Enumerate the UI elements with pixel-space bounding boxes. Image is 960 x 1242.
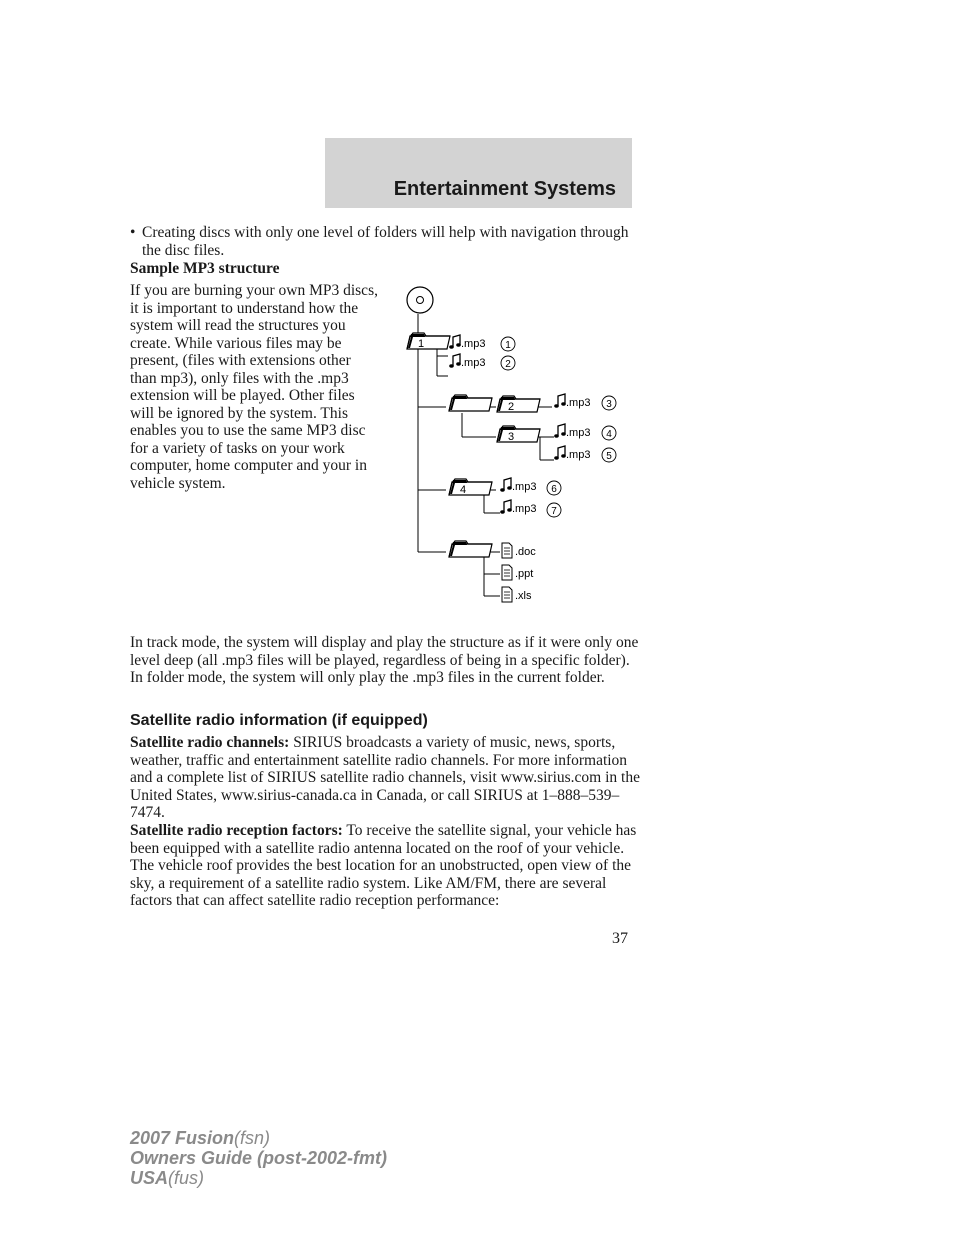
file-number: 5 (606, 451, 612, 462)
folder-icon (497, 426, 540, 442)
file-ext: .doc (515, 546, 536, 558)
page-number: 37 (612, 930, 628, 947)
file-ext: .mp3 (566, 397, 591, 409)
file-number: 6 (551, 484, 557, 495)
document-icon (502, 543, 512, 558)
file-number: 4 (606, 429, 612, 440)
reception-label: Satellite radio reception factors: (130, 822, 343, 839)
folder-label: 3 (508, 431, 515, 443)
page-title: Entertainment Systems (393, 178, 616, 200)
folder-label: 4 (460, 484, 467, 496)
footer-model-code: (fsn) (234, 1128, 271, 1148)
music-note-icon (449, 335, 461, 349)
file-number: 3 (606, 399, 612, 410)
music-note-icon (449, 354, 461, 368)
file-ext: .mp3 (461, 338, 486, 350)
footer-model: 2007 Fusion (130, 1128, 235, 1148)
channels-text: SIRIUS broadcasts a variety of music, news, sports, weather, traffic and entertainment satellite radio channels. For more information and a complete list of SIRIUS satellite radio channels, visit www.sirius.com in the United States, www.sirius-canada.ca in Canada, or call SIRIUS at 1–888–539–7474. (130, 734, 640, 821)
music-note-icon (554, 424, 566, 438)
file-ext: .ppt (515, 568, 534, 580)
header-band (325, 138, 632, 208)
folder-icon (449, 479, 492, 495)
file-ext: .xls (515, 590, 532, 602)
footer-guide: Owners Guide (post-2002-fmt) (130, 1148, 388, 1168)
file-ext: .mp3 (512, 503, 537, 515)
file-number: 1 (505, 340, 511, 351)
music-note-icon (500, 478, 512, 492)
satellite-channels-paragraph (130, 734, 640, 822)
folder-label: 2 (508, 401, 515, 413)
document-icon (502, 587, 512, 602)
reception-text: To receive the satellite signal, your vehicle has been equipped with a satellite radio antenna located on the roof of your vehicle. The vehicle roof provides the best location for an unobstructed, open view of the sky, a requirement of a satellite radio system. Like AM/FM, there are several factors that can affect satellite radio reception performance: (130, 822, 637, 909)
file-number: 2 (505, 359, 511, 370)
music-note-icon (554, 394, 566, 408)
mp3-structure-diagram (396, 280, 646, 610)
folder-icon (449, 395, 492, 411)
folder-label: 1 (418, 338, 425, 350)
music-note-icon (500, 500, 512, 514)
footer-market: USA (130, 1168, 169, 1188)
channels-label: Satellite radio channels: (130, 734, 290, 751)
file-ext: .mp3 (566, 449, 591, 461)
section-heading-sample: Sample MP3 structure (130, 260, 280, 277)
folder-icon (407, 333, 450, 349)
file-ext: .mp3 (461, 357, 486, 369)
music-note-icon (554, 446, 566, 460)
file-number: 7 (551, 506, 557, 517)
disc-icon (407, 287, 433, 313)
section-heading-satellite: Satellite radio information (if equipped) (130, 712, 428, 729)
file-ext: .mp3 (512, 481, 537, 493)
footer (130, 1128, 387, 1188)
folder-icon (497, 396, 540, 412)
document-icon (502, 565, 512, 580)
satellite-reception-paragraph (130, 822, 640, 910)
bullet-text: Creating discs with only one level of folders will help with navigation through the disc files. (142, 224, 629, 259)
footer-market-code: (fus) (168, 1168, 205, 1188)
track-mode-paragraph: In track mode, the system will display and play the structure as if it were only one level deep (all .mp3 files will be played, regardless of being in a specific folder). In folder mode, the system will only play the .mp3 files in the current folder. (130, 634, 639, 686)
folder-icon (449, 541, 492, 557)
file-ext: .mp3 (566, 427, 591, 439)
bullet-symbol: • (130, 224, 136, 241)
sample-intro-paragraph: If you are burning your own MP3 discs, it is important to understand how the system will read the structures you create. While various files may be present, (files with extensions other than mp3), only files with the .mp3 extension will be played. Other files will be ignored by the system. This enables you to use the same MP3 disc for a variety of tasks on your work computer, home computer and your in vehicle system. (130, 282, 378, 492)
